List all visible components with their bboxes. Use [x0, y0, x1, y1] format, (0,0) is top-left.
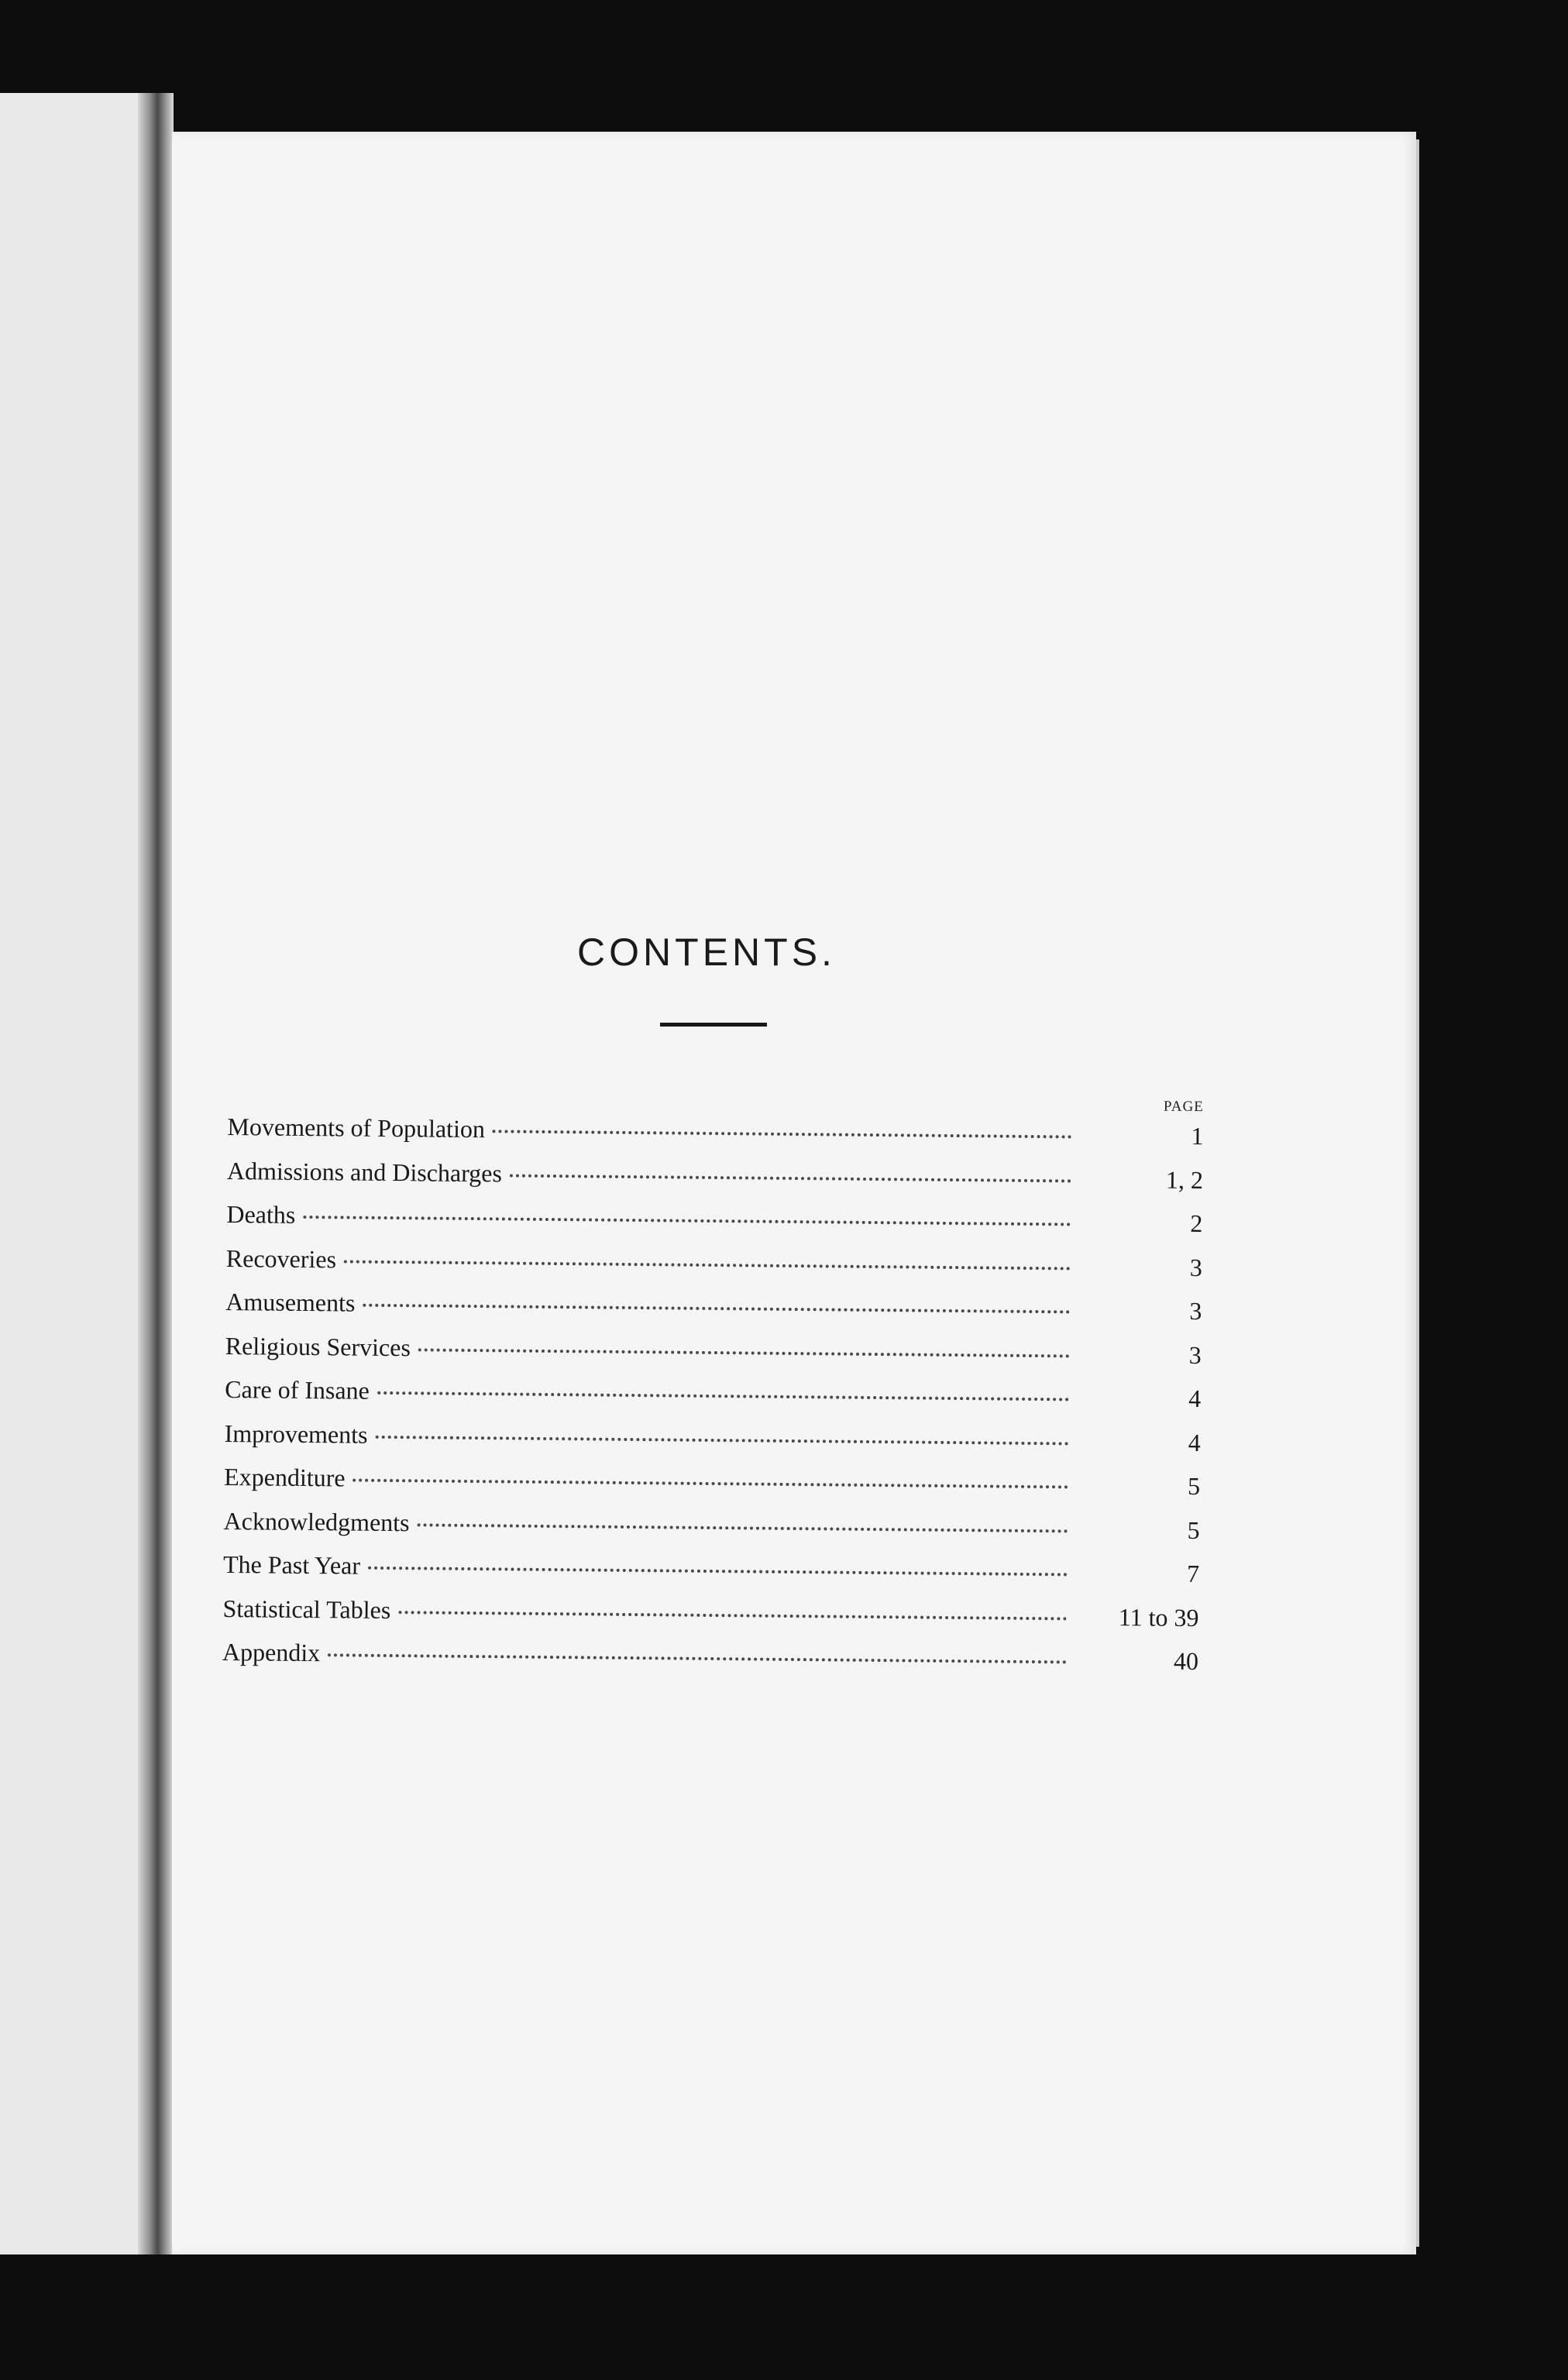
toc-entry-page: 3	[1189, 1296, 1202, 1326]
dot-leader	[377, 1391, 1069, 1402]
toc-entry-page: 40	[1173, 1646, 1199, 1676]
toc-entry-page: 5	[1187, 1515, 1200, 1544]
book-gutter	[138, 93, 174, 2254]
toc-entry	[222, 1638, 1198, 1691]
toc-entry-page: 4	[1188, 1428, 1201, 1457]
dot-leader	[493, 1130, 1072, 1138]
toc-entry-page: 7	[1186, 1559, 1200, 1588]
toc-entry-label: Statistical Tables	[222, 1594, 391, 1624]
dot-leader	[303, 1216, 1071, 1226]
toc-entry-page: 3	[1189, 1253, 1203, 1281]
toc-entry-label: Movements of Population	[227, 1112, 486, 1144]
toc-entry-label: Acknowledgments	[223, 1506, 410, 1536]
toc-entry-page: 2	[1190, 1209, 1203, 1238]
dot-leader	[353, 1479, 1069, 1489]
toc-entry-label: The Past Year	[222, 1549, 361, 1580]
dot-leader	[418, 1348, 1070, 1357]
toc-entry-label: Recoveries	[225, 1243, 337, 1273]
toc-entry-label: Amusements	[225, 1287, 356, 1317]
toc-entry-label: Improvements	[224, 1419, 368, 1449]
page-title: CONTENTS.	[577, 930, 836, 974]
title-rule	[660, 1023, 767, 1027]
dot-leader	[328, 1653, 1067, 1663]
dot-leader	[363, 1304, 1070, 1314]
toc-entry-page: 1, 2	[1165, 1165, 1204, 1194]
toc-entry-page: 5	[1187, 1471, 1201, 1501]
toc-entry-label: Expenditure	[224, 1462, 346, 1492]
contents-page	[172, 132, 1416, 2254]
dot-leader	[510, 1174, 1071, 1182]
toc-entries	[222, 1113, 1204, 1691]
dot-leader	[418, 1523, 1068, 1532]
dot-leader	[376, 1435, 1069, 1445]
dot-leader	[368, 1567, 1068, 1577]
toc-entry-label: Admissions and Discharges	[226, 1156, 503, 1187]
dot-leader	[344, 1260, 1071, 1270]
toc-entry-label: Deaths	[226, 1199, 296, 1229]
toc-entry-label: Religious Services	[225, 1331, 411, 1361]
page-column-heading: PAGE	[1163, 1098, 1204, 1116]
table-of-contents	[222, 1089, 1204, 1691]
toc-entry-page: 3	[1188, 1340, 1202, 1369]
toc-entry-label: Care of Insane	[225, 1374, 370, 1405]
toc-entry-page: 1	[1191, 1121, 1204, 1150]
toc-entry-page: 11 to 39	[1118, 1602, 1199, 1632]
toc-entry-page: 4	[1188, 1384, 1202, 1413]
dot-leader	[398, 1611, 1067, 1620]
toc-entry-label: Appendix	[222, 1637, 321, 1667]
